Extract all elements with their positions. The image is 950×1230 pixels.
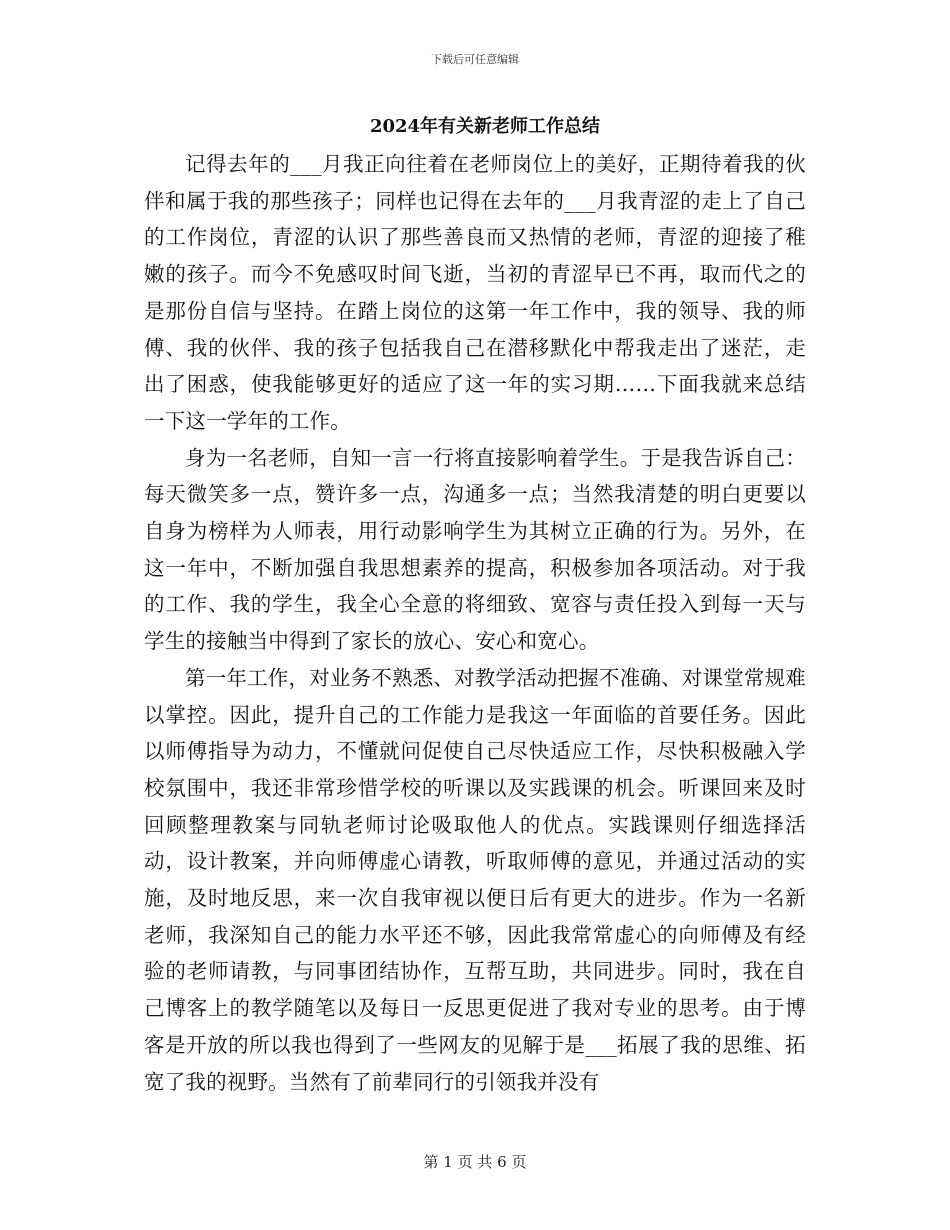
paragraph: 第一年工作，对业务不熟悉、对教学活动把握不准确、对课堂常规难以掌控。因此，提升自己的工作能力是我这一年面临的首要任务。因此以师傅指导为动力，不懂就问促使自己尽快适应工作，尽快积极融入学校氛围中，我还非常珍惜学校的听课以及实践课的机会。听课回来及时回顾整理教案与同轨老师讨论吸取他人的优点。实践课则仔细选择活动，设计教案，并向师傅虚心请教，听取师傅的意见，并通过活动的实施，及时地反思，来一次自我审视以便日后有更大的进步。作为一名新老师，我深知自己的能力水平还不够，因此我常常虚心的向师傅及有经验的老师请教，与同事团结协作，互帮互助，共同进步。同时，我在自己博客上的教学随笔以及每日一反思更促进了我对专业的思考。由于博客是开放的所以我也得到了一些网友的见解于是___拓展了我的思维、拓宽了我的视野。当然有了前辈同行的引领我并没有 (144, 665, 806, 1094)
document-body (144, 146, 806, 1100)
header-note: 下载后可任意编辑 (431, 53, 519, 66)
paragraph: 记得去年的___月我正向往着在老师岗位上的美好，正期待着我的伙伴和属于我的那些孩子；同样也记得在去年的___月我青涩的走上了自己的工作岗位，青涩的认识了那些善良而又热情的老师，青涩的迎接了稚嫩的孩子。而今不免感叹时间飞逝，当初的青涩早已不再，取而代之的是那份自信与坚持。在踏上岗位的这第一年工作中，我的领导、我的师傅、我的伙伴、我的孩子包括我自己在潜移默化中帮我走出了迷茫，走出了困惑，使我能够更好的适应了这一年的实习期……下面我就来总结一下这一学年的工作。 (144, 152, 806, 433)
document-title: 2024年有关新老师工作总结 (369, 116, 601, 137)
page-number: 第 1 页 共 6 页 (423, 1153, 527, 1171)
paragraph: 身为一名老师，自知一言一行将直接影响着学生。于是我告诉自己：每天微笑多一点，赞许多一点，沟通多一点；当然我清楚的明白更要以自身为榜样为人师表，用行动影响学生为其树立正确的行为。另外，在这一年中，不断加强自我思想素养的提高，积极参加各项活动。对于我的工作、我的学生，我全心全意的将细致、宽容与责任投入到每一天与学生的接触当中得到了家长的放心、安心和宽心。 (144, 445, 806, 654)
